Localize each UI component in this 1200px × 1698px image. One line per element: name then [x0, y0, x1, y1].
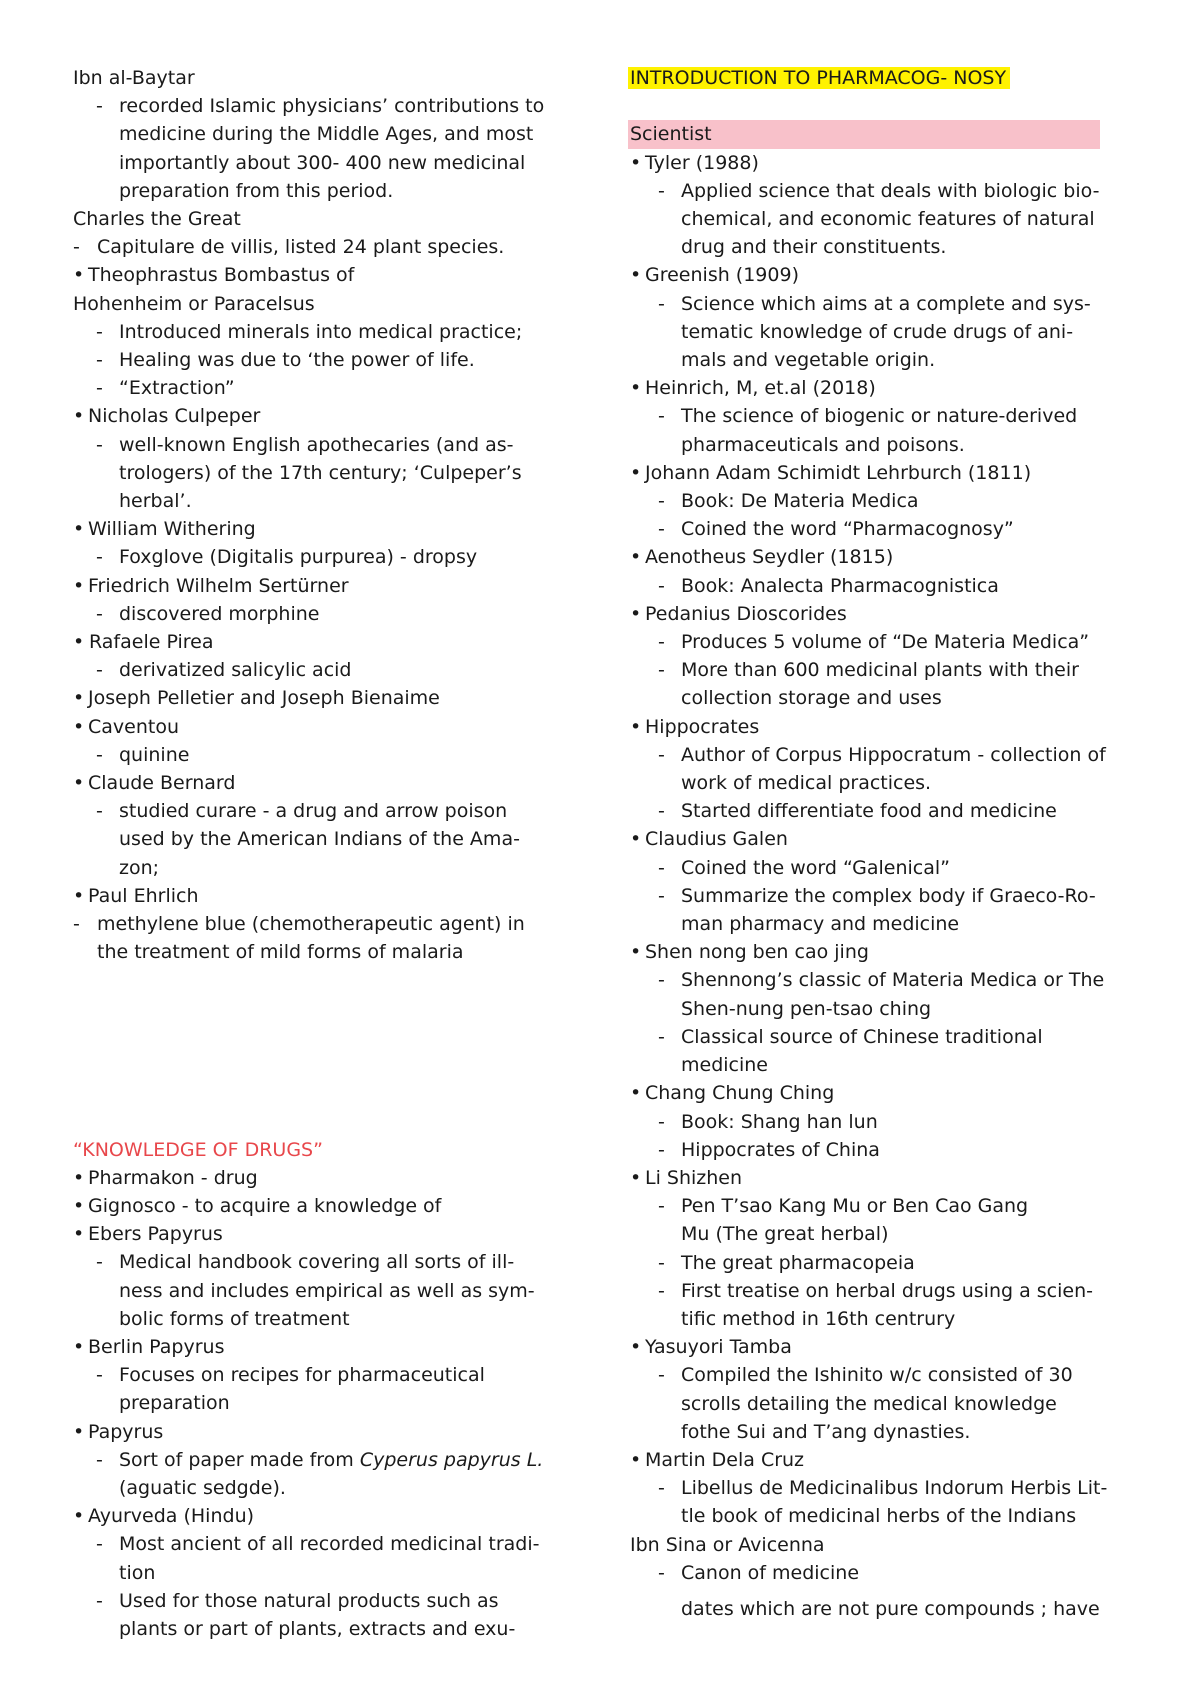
dash-item: [630, 854, 1135, 882]
line-text: Author of Corpus Hippocratum - collection of: [681, 743, 1106, 766]
line-text: Caventou: [88, 715, 180, 738]
line-text: Produces 5 volume of “De Materia Medica”: [681, 631, 1090, 654]
bullet-marker: •: [630, 941, 642, 964]
dash-marker: -: [658, 574, 665, 597]
line-text: Li Shizhen: [645, 1166, 743, 1189]
dash-marker: -: [658, 856, 665, 879]
dash-marker: -: [96, 800, 103, 823]
line-text: Paul Ehrlich: [88, 884, 199, 907]
bullet-marker: •: [630, 151, 642, 174]
dash-item: [630, 290, 1135, 318]
text-line: [630, 1531, 1135, 1559]
dash-marker: -: [658, 800, 665, 823]
line-text: Papyrus: [88, 1420, 164, 1443]
bullet-marker: •: [630, 1336, 642, 1359]
dash-item: [630, 1559, 1135, 1587]
dash-item: [630, 797, 1135, 825]
bullet-item: [73, 515, 583, 543]
line-text: studied curare - a drug and arrow poison: [119, 800, 508, 823]
bullet-marker: •: [630, 715, 642, 738]
left-column: [73, 64, 583, 1643]
bullet-item: [630, 459, 1135, 487]
dash-marker: -: [73, 913, 80, 936]
bullet-marker: •: [73, 405, 85, 428]
line-text: medicine during the Middle Ages, and most: [119, 123, 534, 146]
dash-marker: -: [658, 659, 665, 682]
species-name: Cyperus papyrus L.: [359, 1448, 544, 1471]
line-text: Book: Shang han lun: [681, 1110, 878, 1133]
dash-item: [73, 910, 583, 938]
line-text: Theophrastus Bombastus of: [88, 264, 355, 287]
text-line: [73, 120, 583, 148]
line-text: discovered morphine: [119, 602, 320, 625]
dash-marker: -: [96, 1533, 103, 1556]
line-text: Ibn Sina or Avicenna: [630, 1533, 825, 1556]
text-line: [630, 995, 1135, 1023]
dash-marker: -: [658, 490, 665, 513]
dash-marker: -: [96, 433, 103, 456]
bullet-item: [630, 1164, 1135, 1192]
line-text: Book: Analecta Pharmacognistica: [681, 574, 999, 597]
spacer: [73, 967, 583, 1136]
line-text: Berlin Papyrus: [88, 1335, 225, 1358]
text-line: [630, 1051, 1135, 1079]
bullet-marker: •: [630, 602, 642, 625]
bullet-marker: •: [630, 377, 642, 400]
text-line: [73, 938, 583, 966]
line-text: Pedanius Dioscorides: [645, 602, 847, 625]
bullet-marker: •: [630, 1166, 642, 1189]
bullet-item: [630, 543, 1135, 571]
line-text: Johann Adam Schimidt Lehrburch (1811): [645, 461, 1032, 484]
text-line: [630, 205, 1135, 233]
line-text: More than 600 medicinal plants with their: [681, 659, 1079, 682]
text-line: [73, 64, 583, 92]
dash-item: [73, 233, 583, 261]
bullet-item: [73, 1192, 583, 1220]
bullet-marker: •: [73, 1194, 85, 1217]
dash-marker: -: [658, 292, 665, 315]
text-line: [630, 1418, 1135, 1446]
line-text: fothe Sui and T’ang dynasties.: [681, 1420, 971, 1443]
spacer: [630, 1587, 1135, 1595]
section-heading: INTRODUCTION TO PHARMACOG- NOSY: [628, 67, 1010, 89]
text-line: [630, 1390, 1135, 1418]
line-text: herbal’.: [119, 490, 192, 513]
line-text: First treatise on herbal drugs using a scien-: [681, 1279, 1093, 1302]
bullet-marker: •: [73, 574, 85, 597]
line-text: importantly about 300- 400 new medicinal: [119, 151, 526, 174]
line-text: drug and their constituents.: [681, 236, 947, 259]
line-text: Foxglove (Digitalis purpurea) - dropsy: [119, 546, 478, 569]
bullet-marker: •: [73, 264, 85, 287]
bullet-marker: •: [73, 1223, 85, 1246]
line-text: Healing was due to ‘the power of life.: [119, 349, 475, 372]
line-text: tion: [119, 1561, 156, 1584]
text-line: [630, 1220, 1135, 1248]
line-text: Ayurveda (Hindu): [88, 1505, 255, 1528]
bullet-item: [73, 572, 583, 600]
subsection-heading: Scientist: [628, 120, 1100, 148]
line-text: The great pharmacopeia: [681, 1251, 915, 1274]
dash-item: [73, 431, 583, 459]
text-line: [630, 318, 1135, 346]
bullet-marker: •: [73, 772, 85, 795]
line-text: used by the American Indians of the Ama-: [119, 828, 520, 851]
text-line: [630, 1305, 1135, 1333]
text-line: [630, 769, 1135, 797]
line-text: tematic knowledge of crude drugs of ani-: [681, 320, 1074, 343]
text-line: [73, 1136, 583, 1164]
dash-item: [630, 882, 1135, 910]
line-text: preparation from this period.: [119, 179, 394, 202]
bullet-item: [630, 261, 1135, 289]
text-line: [73, 1277, 583, 1305]
dash-item: [630, 515, 1135, 543]
bullet-marker: •: [73, 715, 85, 738]
dash-item: [73, 346, 583, 374]
right-column: [630, 64, 1135, 1623]
dash-marker: -: [73, 236, 80, 259]
dash-item: [73, 1361, 583, 1389]
dash-marker: -: [96, 1589, 103, 1612]
dash-marker: -: [658, 1279, 665, 1302]
dash-marker: -: [658, 1110, 665, 1133]
bullet-marker: •: [73, 518, 85, 541]
line-text: Canon of medicine: [681, 1561, 860, 1584]
line-text: preparation: [119, 1392, 230, 1415]
line-text: dates which are not pure compounds ; have: [681, 1597, 1100, 1620]
text-line: [630, 64, 1135, 92]
line-text: Applied science that deals with biologic bio-: [681, 179, 1100, 202]
text-line: [73, 1474, 583, 1502]
line-text: pharmaceuticals and poisons.: [681, 433, 965, 456]
text-line: [73, 290, 583, 318]
line-text: methylene blue (chemotherapeutic agent) in: [97, 913, 525, 936]
text-line: [73, 177, 583, 205]
bullet-item: [73, 1418, 583, 1446]
dash-item: [630, 1023, 1135, 1051]
line-text: Greenish (1909): [645, 264, 799, 287]
dash-marker: -: [96, 1448, 103, 1471]
dash-marker: -: [658, 518, 665, 541]
bullet-item: [73, 1164, 583, 1192]
dash-marker: -: [658, 1138, 665, 1161]
text-line: [73, 854, 583, 882]
dash-item: [630, 1136, 1135, 1164]
dash-item: [630, 741, 1135, 769]
dash-item: [73, 92, 583, 120]
line-text: the treatment of mild forms of malaria: [97, 941, 464, 964]
bullet-marker: •: [73, 687, 85, 710]
line-text: scrolls detailing the medical knowledge: [681, 1392, 1057, 1415]
dash-marker: -: [96, 320, 103, 343]
line-text: trologers) of the 17th century; ‘Culpeper’s: [119, 461, 522, 484]
dash-marker: -: [658, 179, 665, 202]
line-text: (aguatic sedgde).: [119, 1476, 286, 1499]
line-text: Ebers Papyrus: [88, 1223, 223, 1246]
line-text: Science which aims at a complete and sys-: [681, 292, 1091, 315]
dash-item: [73, 318, 583, 346]
line-text: Summarize the complex body if Graeco-Ro-: [681, 884, 1096, 907]
line-text: bolic forms of treatment: [119, 1307, 350, 1330]
line-text: Medical handbook covering all sorts of ill-: [119, 1251, 515, 1274]
bullet-item: [73, 402, 583, 430]
dash-item: [630, 487, 1135, 515]
bullet-item: [73, 882, 583, 910]
line-text: Rafaele Pirea: [89, 631, 214, 654]
bullet-marker: •: [73, 1335, 85, 1358]
dash-marker: -: [96, 349, 103, 372]
dash-item: [73, 600, 583, 628]
bullet-marker: •: [73, 1420, 85, 1443]
dash-marker: -: [658, 1195, 665, 1218]
text-line: [73, 459, 583, 487]
line-text: Compiled the Ishinito w/c consisted of 30: [681, 1364, 1073, 1387]
bullet-item: [73, 769, 583, 797]
line-text: Book: De Materia Medica: [681, 490, 919, 513]
text-line: [630, 684, 1135, 712]
bullet-item: [73, 684, 583, 712]
dash-item: [73, 374, 583, 402]
dash-item: [73, 1587, 583, 1615]
line-text: man pharmacy and medicine: [681, 913, 960, 936]
line-text: Joseph Pelletier and Joseph Bienaime: [88, 687, 440, 710]
bullet-item: [630, 600, 1135, 628]
dash-item: [630, 1249, 1135, 1277]
text-line: [73, 1559, 583, 1587]
line-text: Shen-nung pen-tsao ching: [681, 997, 932, 1020]
line-text: mals and vegetable origin.: [681, 349, 936, 372]
line-text: quinine: [119, 743, 190, 766]
line-text: Yasuyori Tamba: [645, 1336, 792, 1359]
dash-marker: -: [658, 1251, 665, 1274]
bullet-item: [630, 1446, 1135, 1474]
line-text: chemical, and economic features of natural: [681, 208, 1095, 230]
line-text: Aenotheus Seydler (1815): [645, 546, 894, 569]
bullet-item: [73, 1333, 583, 1361]
dash-marker: -: [658, 1025, 665, 1048]
line-text: collection storage and uses: [681, 687, 942, 710]
bullet-marker: •: [630, 264, 642, 287]
line-text: Charles the Great: [73, 208, 241, 231]
bullet-item: [73, 1220, 583, 1248]
line-text: Tyler (1988): [645, 151, 759, 174]
line-text: “Extraction”: [119, 377, 235, 400]
bullet-item: [630, 825, 1135, 853]
dash-marker: -: [658, 1561, 665, 1584]
line-text: Libellus de Medicinalibus Indorum Herbis Lit-: [681, 1477, 1108, 1500]
line-text: Shen nong ben cao jing: [645, 941, 869, 964]
bullet-item: [630, 713, 1135, 741]
dash-item: [630, 1361, 1135, 1389]
line-text: medicine: [681, 1054, 768, 1077]
bullet-marker: •: [73, 884, 85, 907]
line-text: tle book of medicinal herbs of the Indians: [681, 1505, 1077, 1528]
line-text: Claudius Galen: [645, 828, 788, 851]
bullet-item: [630, 938, 1135, 966]
dash-marker: -: [96, 602, 103, 625]
dash-marker: -: [658, 405, 665, 428]
dash-item: [630, 177, 1135, 205]
dash-item: [630, 1192, 1135, 1220]
dash-marker: -: [658, 743, 665, 766]
dash-marker: -: [658, 1477, 665, 1500]
dash-item: [73, 797, 583, 825]
dash-marker: -: [96, 377, 103, 400]
line-text: Claude Bernard: [88, 772, 236, 795]
text-line: [73, 1389, 583, 1417]
line-text: Ibn al-Baytar: [73, 67, 195, 89]
line-text: Nicholas Culpeper: [88, 405, 261, 428]
line-text: Hippocrates of China: [681, 1138, 880, 1161]
line-text: Gignosco - to acquire a knowledge of: [88, 1194, 442, 1217]
text-line: [630, 1502, 1135, 1530]
line-text: Friedrich Wilhelm Sertürner: [88, 574, 349, 597]
dash-marker: -: [96, 1251, 103, 1274]
dash-marker: -: [658, 631, 665, 654]
dash-marker: -: [96, 1364, 103, 1387]
dash-item: [73, 656, 583, 684]
text-line: [73, 205, 583, 233]
line-text: Most ancient of all recorded medicinal tradi-: [119, 1533, 540, 1556]
bullet-item: [630, 374, 1135, 402]
line-text: Sort of paper made from: [119, 1448, 360, 1471]
text-line: [73, 825, 583, 853]
line-text: Classical source of Chinese traditional: [681, 1025, 1043, 1048]
bullet-item: [73, 713, 583, 741]
text-line: [630, 346, 1135, 374]
dash-marker: -: [658, 1364, 665, 1387]
dash-item: [630, 656, 1135, 684]
line-text: tific method in 16th centrury: [681, 1307, 956, 1330]
line-text: Hohenheim or Paracelsus: [73, 292, 315, 315]
dash-item: [630, 572, 1135, 600]
dash-item: [73, 741, 583, 769]
dash-marker: -: [658, 884, 665, 907]
text-line: [73, 1615, 583, 1643]
line-text: recorded Islamic physicians’ contributions to: [119, 95, 545, 118]
dash-item: [630, 628, 1135, 656]
text-line: [630, 1595, 1135, 1623]
line-text: Hippocrates: [645, 715, 760, 738]
line-text: plants or part of plants, extracts and exu-: [119, 1617, 516, 1640]
dash-item: [630, 966, 1135, 994]
line-text: Focuses on recipes for pharmaceutical: [119, 1364, 485, 1387]
bullet-item: [630, 1333, 1135, 1361]
text-line: [630, 910, 1135, 938]
bullet-marker: •: [630, 461, 642, 484]
text-line: [630, 120, 1135, 148]
text-line: [73, 487, 583, 515]
section-heading: “KNOWLEDGE OF DRUGS”: [73, 1138, 323, 1161]
dash-item: [630, 1108, 1135, 1136]
dash-item: [73, 1248, 583, 1276]
line-text: ness and includes empirical as well as sym-: [119, 1279, 535, 1302]
dash-marker: -: [96, 743, 103, 766]
bullet-item: [73, 628, 583, 656]
line-text: Chang Chung Ching: [645, 1082, 835, 1105]
line-text: derivatized salicylic acid: [119, 659, 352, 682]
text-line: [73, 149, 583, 177]
line-text: well-known English apothecaries (and as-: [119, 433, 514, 456]
line-text: Martin Dela Cruz: [645, 1448, 805, 1471]
dash-item: [73, 1446, 583, 1474]
dash-marker: -: [658, 969, 665, 992]
line-text: Started differentiate food and medicine: [681, 800, 1057, 823]
line-text: Heinrich, M, et.al (2018): [645, 377, 876, 400]
bullet-marker: •: [73, 1505, 85, 1528]
line-text: Used for those natural products such as: [119, 1589, 499, 1612]
text-line: [630, 233, 1135, 261]
bullet-item: [73, 1502, 583, 1530]
bullet-item: [630, 1079, 1135, 1107]
dash-item: [73, 1530, 583, 1558]
line-text: Shennong’s classic of Materia Medica or The: [681, 969, 1105, 992]
dash-item: [630, 402, 1135, 430]
bullet-marker: •: [630, 1082, 642, 1105]
line-text: Capitulare de villis, listed 24 plant species.: [97, 236, 505, 259]
line-text: William Withering: [88, 518, 256, 541]
line-text: Pen T’sao Kang Mu or Ben Cao Gang: [681, 1195, 1029, 1218]
spacer: [630, 92, 1135, 120]
bullet-marker: •: [73, 631, 85, 654]
bullet-item: [73, 261, 583, 289]
line-text: work of medical practices.: [681, 772, 932, 795]
dash-marker: -: [96, 659, 103, 682]
text-line: [73, 1305, 583, 1333]
line-text: Pharmakon - drug: [88, 1166, 258, 1189]
line-text: Introduced minerals into medical practice;: [119, 320, 523, 343]
bullet-marker: •: [630, 828, 642, 851]
line-text: Coined the word “Pharmacognosy”: [681, 518, 1014, 541]
bullet-item: [630, 149, 1135, 177]
line-text: The science of biogenic or nature-derived: [681, 405, 1078, 428]
text-line: [630, 431, 1135, 459]
line-text: Mu (The great herbal): [681, 1223, 889, 1246]
dash-marker: -: [96, 95, 103, 118]
line-text: Coined the word “Galenical”: [681, 856, 950, 879]
bullet-marker: •: [630, 546, 642, 569]
dash-marker: -: [96, 546, 103, 569]
dash-item: [630, 1277, 1135, 1305]
bullet-marker: •: [73, 1166, 85, 1189]
dash-item: [73, 543, 583, 571]
bullet-marker: •: [630, 1448, 642, 1471]
dash-item: [630, 1474, 1135, 1502]
line-text: zon;: [119, 856, 160, 879]
